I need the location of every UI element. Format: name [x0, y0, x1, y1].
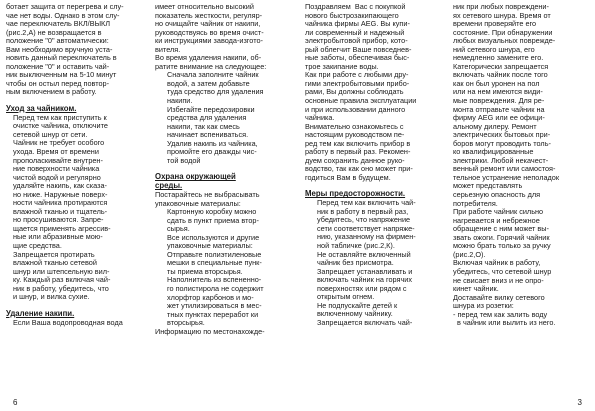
text-line: Все используются и другие	[167, 232, 260, 242]
text-line: монта отправьте чайник на	[453, 104, 545, 114]
text-line: сдать в пункт приема втор-	[167, 215, 259, 225]
text-line: Картонную коробку можно	[167, 207, 257, 217]
care-paragraph	[6, 114, 146, 302]
text-line: гими электробытовыми прибо-	[305, 78, 410, 88]
text-line: основные правила эксплуатации	[305, 96, 417, 106]
text-line: ний сетевого шнура, его	[453, 44, 535, 54]
column-4	[453, 3, 593, 395]
text-line: имеет относительно высокий	[155, 3, 254, 11]
text-line: серьезную опасность для	[453, 190, 541, 200]
text-line: нагревается и небрежное	[453, 215, 540, 225]
text-line: ным включением в работу.	[6, 87, 97, 97]
text-line: включать чайник на горячих	[317, 275, 412, 285]
text-line: Запрещает устанавливать и	[317, 266, 413, 276]
text-line: чае переключатель ВКЛ/ВЫКЛ	[6, 19, 111, 29]
text-line: Вам необходимо вручную уста-	[6, 44, 113, 54]
text-line: ухода. Время от времени	[13, 147, 99, 156]
text-line: любых визуальных поврежде-	[453, 36, 556, 46]
text-line: хлорфтор карбонов и мо-	[167, 292, 254, 302]
descaling-heading: Удаление накипи.	[6, 308, 75, 318]
text-line: жет утилизироваться в мес-	[167, 301, 262, 311]
text-line: рами, Вы должны соблюдать	[305, 87, 404, 97]
text-line: Избегайте передозировки	[167, 104, 255, 114]
text-line: средства для удаления	[167, 113, 247, 123]
text-line: очистке чайника, отключите	[13, 121, 108, 131]
text-line: удаляйте накипь, как сказа-	[13, 181, 107, 191]
text-line: но ниже. Наружные поверх-	[13, 189, 108, 199]
text-line: ку. Каждый раз включая чай-	[13, 275, 111, 285]
text-line: включать чайник после того	[453, 70, 548, 80]
text-line: Поздравляем Вас с покупкой	[305, 3, 406, 11]
text-line: Информацию по местонахожде-	[155, 326, 265, 336]
text-line: и при использовании данного	[305, 104, 406, 114]
text-line: сырья.	[167, 224, 190, 234]
text-line: руководствуясь во время очист-	[155, 27, 264, 37]
text-line: Удалив накипь из чайника,	[167, 138, 258, 148]
text-line: упаковочные материалы:	[167, 241, 253, 251]
environment-paragraph	[155, 191, 295, 336]
text-line: чайника фирмы AEG. Вы купи-	[305, 19, 410, 29]
text-line: потребителя.	[453, 198, 498, 208]
text-line: или на нем имеются види-	[453, 87, 543, 97]
text-line: ред тем как включить прибор в	[305, 138, 411, 148]
text-line: тных пунктах переработ ки	[167, 309, 259, 319]
text-line: работу в первый раз. Рекомен-	[305, 147, 411, 157]
descaling-steps	[155, 71, 295, 165]
text-line: ко квалифицированные	[453, 147, 534, 157]
text-line: ты приема вторсырья.	[167, 266, 243, 276]
text-line: чтобы он остыл перед повтор-	[6, 78, 110, 88]
text-line: боров могут проводить толь-	[453, 138, 551, 148]
text-line: электрических бытовых при-	[453, 130, 551, 140]
text-line: времени проверяйте его	[453, 19, 537, 29]
text-line: туда средство для удаления	[167, 87, 264, 97]
text-line: шнура из розетки:	[453, 301, 514, 311]
text-line: поверхностях или рядом с	[317, 283, 407, 293]
text-line: Наполнитель из вспененно-	[167, 275, 262, 285]
text-line: фирму AEG или ее офици-	[453, 113, 545, 123]
text-line: ние поверхности чайника	[13, 164, 100, 174]
safety-paragraph-cont	[453, 3, 593, 328]
column-2	[155, 3, 295, 395]
page-number-left: 6	[13, 398, 18, 407]
text-line: открытым огнем.	[317, 292, 375, 302]
text-line: ные заботы, обеспечивая быс-	[305, 53, 410, 63]
text-line: обращение с ним может вы-	[453, 224, 549, 234]
text-line: электрики. Любой некачест-	[453, 155, 549, 165]
text-line: кинет чайник.	[453, 284, 499, 294]
text-line: нию, указанному на фирмен-	[317, 232, 416, 242]
text-line: рый облегчит Ваше повседнев-	[305, 44, 412, 54]
text-line: го полистирола не содержит	[167, 284, 264, 293]
text-line: вторсырья.	[167, 318, 205, 328]
text-line: мешки в специальные пунк-	[167, 258, 262, 268]
text-line: сети соответствует напряже-	[317, 223, 415, 233]
text-line: ной табличке (рис.2,К).	[317, 241, 395, 251]
intro-paragraph	[305, 3, 445, 182]
text-line: Внимательно ознакомьтесь с	[305, 121, 404, 131]
text-line: ник при любых повреждени-	[453, 3, 549, 11]
text-line: ли современный и надежный	[305, 27, 405, 37]
text-line: прополаскивайте внутрен-	[13, 155, 103, 165]
column-3	[305, 3, 445, 395]
text-line: Не оставляйте включенный	[317, 249, 411, 259]
text-line: как он был уронен на пол	[453, 78, 540, 88]
text-line: ботает защита от перегрева и слу-	[6, 3, 124, 11]
overheat-paragraph	[6, 3, 146, 97]
text-line: альному дилеру. Ремонт	[453, 121, 537, 131]
text-line: (рис.2,О).	[453, 249, 486, 259]
text-line: Доставайте вилку сетевого	[453, 292, 545, 302]
text-line: промойте его дважды чис-	[167, 147, 257, 157]
text-line: может представлять	[453, 181, 523, 191]
text-line: Не подпускайте детей к	[317, 300, 398, 310]
text-line: Отправьте полиэтиленовые	[167, 249, 262, 259]
text-line: водой, а затем добавьте	[167, 78, 250, 88]
text-line: накипи.	[167, 96, 193, 106]
text-line: ях сетевого шнура. Время от	[453, 10, 551, 20]
text-line: накипи, так как смесь	[167, 121, 240, 131]
text-line: Перед тем как включить чай-	[317, 198, 416, 208]
text-line: не свисает вниз и не опро-	[453, 275, 544, 285]
text-line: начинает вспениваться.	[167, 130, 249, 140]
text-line: Включая чайник в работу,	[453, 258, 541, 268]
text-line: новить данный переключатель в	[6, 53, 117, 63]
text-line: включенному чайнику.	[317, 309, 393, 319]
text-line: шнур или штепсельную вил-	[13, 266, 110, 276]
text-line: трое закипание воды.	[305, 61, 379, 71]
text-line: влажной тканью и тщатель-	[13, 206, 108, 216]
environment-heading: Охрана окружающей	[155, 172, 236, 182]
text-line: чае нет воды. Однако в этом слу-	[6, 10, 120, 20]
text-line: влажной тканью сетевой	[13, 258, 97, 268]
text-line: упаковочные материалы:	[155, 198, 241, 208]
text-line: При работе чайник сильно	[453, 207, 544, 217]
text-line: мые повреждения. Для ре-	[453, 96, 545, 106]
text-line: дуем сохранить данное руко-	[305, 155, 405, 165]
text-line: Чайник не требует особого	[13, 138, 105, 148]
text-line: Запрещается включать чай-	[317, 317, 413, 327]
text-line: звать ожоги. Горячий чайник	[453, 232, 550, 242]
text-line: ности чайника протираются	[13, 198, 108, 208]
text-line: чистой водой и регулярно	[13, 172, 101, 182]
text-line: - перед тем как залить воду	[453, 309, 548, 319]
text-line: (рис.2,А) не возвращается в	[6, 27, 102, 37]
text-line: нового быстрозакипающего	[305, 10, 399, 20]
text-line: но просушиваются. Запре-	[13, 215, 104, 225]
text-line: но очищайте чайник от накипи,	[155, 19, 261, 29]
descaling-paragraph	[155, 3, 295, 71]
text-line: Перед тем как приступить к	[13, 112, 107, 122]
text-line: Категорически запрещается	[453, 61, 549, 71]
page-number-right: 3	[577, 398, 582, 407]
text-line: убедитесь, что сетевой шнур	[453, 266, 552, 276]
text-line: Запрещается протирать	[13, 249, 95, 259]
text-line: убедитесь, что напряжение	[317, 215, 411, 225]
text-line: в чайник или вылить из него.	[453, 318, 556, 328]
text-line: чайник без присмотра.	[317, 258, 394, 268]
text-line: ник в работу, убедитесь, что	[13, 283, 109, 293]
text-line: ник в работу в первый раз,	[317, 206, 409, 216]
text-line: показатель жесткости, регуляр-	[155, 10, 263, 20]
text-line: состояние. При обнаружении	[453, 27, 553, 37]
text-line: электробытовой прибор, кото-	[305, 36, 408, 46]
safety-paragraph	[305, 199, 445, 327]
care-heading: Уход за чайником.	[6, 104, 77, 114]
text-line: Во время удаления накипи, об-	[155, 53, 262, 63]
text-line: ратите внимание на следующее:	[155, 61, 267, 71]
text-line: щие средства.	[13, 241, 62, 251]
text-line: вителя.	[155, 44, 181, 54]
text-line: положение "0" автоматически:	[6, 36, 109, 46]
text-line: годиться Вам в будущем.	[305, 172, 391, 182]
text-line: водство, так как оно может при-	[305, 164, 413, 174]
text-line: Если Ваша водопроводная вода	[13, 317, 123, 327]
text-line: ки инструкциями завода-изгото-	[155, 36, 263, 46]
text-line: настоящим руководством пе-	[305, 130, 405, 140]
text-line: щается применять агрессив-	[13, 223, 111, 233]
text-line: положение "0" и оставить чай-	[6, 61, 110, 71]
text-line: чайника.	[305, 113, 335, 123]
column-1	[6, 3, 146, 395]
text-line: сетевой шнур от сети.	[13, 129, 88, 139]
text-line: Сначала заполните чайник	[167, 70, 259, 80]
text-line: той водой	[167, 155, 201, 165]
text-line: можно брать только за ручку	[453, 241, 551, 251]
text-line: венный ремонт или самостоя-	[453, 164, 556, 174]
text-line: немедленно замените его.	[453, 53, 544, 63]
safety-heading: Меры предосторожности.	[305, 189, 406, 199]
text-line: Как при работе с любыми дру-	[305, 70, 409, 80]
text-line: ные или абразивные мою-	[13, 232, 103, 242]
text-line: Постарайтесь не выбрасывать	[155, 189, 260, 199]
text-line: тельное устранение неполадок	[453, 172, 560, 182]
environment-heading-cont: среды.	[155, 181, 183, 191]
text-line: ник выключенным на 5-10 минут	[6, 70, 117, 80]
text-line: и шнур, и вилка сухие.	[13, 292, 90, 302]
